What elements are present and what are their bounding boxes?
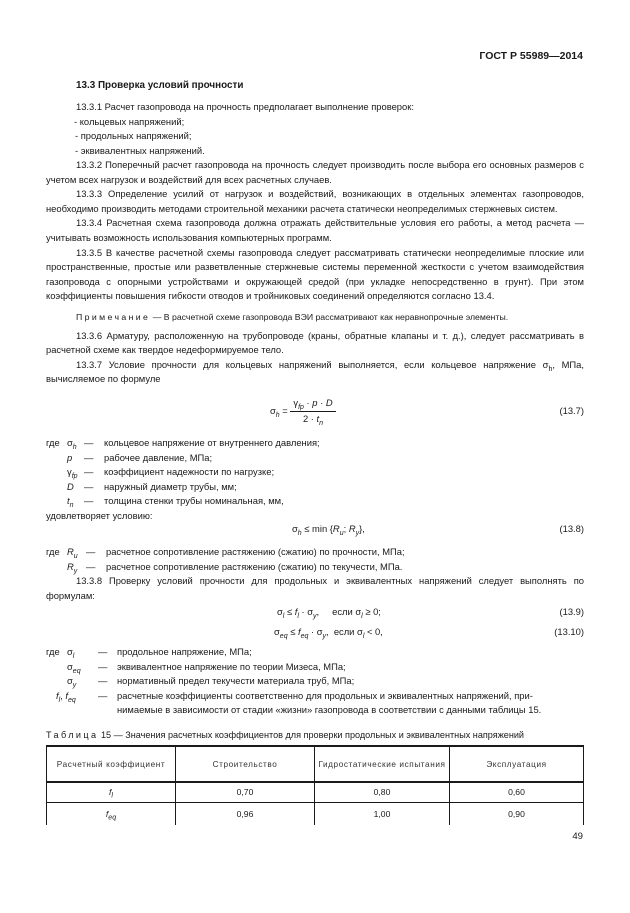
definitions-list: где $\sigma_h$ — кольцевое напряжение от внутреннего давления; p — рабочее давление, МПа; $\gamma_{fp}$ — коэффициент надежности по нагрузке; D — наружный диаметр трубы, мм; $t_n$ — толщина стенки трубы номинальная, мм, удовлетворяет условию: xyxy=(46,436,586,524)
formula-13-8: $\sigma_h \le \min \{R_u$; $R_y$}, (13.8) xyxy=(292,523,584,537)
list-item: - кольцевых напряжений; xyxy=(74,115,185,127)
table-header: Строительство xyxy=(176,746,315,782)
condition-label: удовлетворяет условию: xyxy=(46,509,153,521)
paragraph: 13.3.8 Проверку условий прочности для продольных и эквивалентных напряжений следует выполнять по формулам: xyxy=(46,575,584,601)
definition: коэффициент надежности по нагрузке; xyxy=(104,466,275,478)
note-label: Примечание xyxy=(76,311,151,322)
formula-number: (13.10) xyxy=(554,626,584,637)
table-cell: 0,60 xyxy=(450,782,584,803)
list-item: - продольных напряжений; xyxy=(75,130,192,142)
table-cell: 0,90 xyxy=(450,803,584,826)
definition: продольное напряжение, МПа; xyxy=(117,646,252,657)
table-caption-label: Таблица xyxy=(46,730,99,740)
note-text: — В расчетной схеме газопровода ВЭИ рассматривают как неравнопрочные элементы. xyxy=(150,311,509,322)
paragraph: 13.3.2 Поперечный расчет газопровода на прочность следует производить после выбора его основных размеров с учетом всех нагрузок и воздействий для всех расчетных случаев. xyxy=(46,159,584,185)
standard-header: ГОСТ Р 55989—2014 xyxy=(479,50,583,62)
paragraph: 13.3.5 В качестве расчетной схемы газопровода следует рассматривать статически неопределимые плоские или пространственные, простые или разветвленные стержневые системы переменной жесткости с учетом взаимодействия газопровода с опорными устройствами и окружающей средой (при укладке непосредственно в грунт). При этом коэффициенты повышения гибкости отводов и тройниковых соединений определяются согласно 13.4. xyxy=(46,246,584,302)
table-cell: 1,00 xyxy=(315,803,450,826)
formula-13-7: $\sigma_h$ = $\frac{\gamma_{fp} \cdot p \cdot D}{2 \cdot t_n}$ (13.7) xyxy=(270,397,584,427)
table-cell: 0,96 xyxy=(176,803,315,826)
section-title: 13.3 Проверка условий прочности xyxy=(76,80,244,91)
formula-13-10: $\sigma_{eq} \le f_{eq} \cdot \sigma_y$, если $\sigma_l < 0$, (13.10) xyxy=(274,626,584,640)
table-cell: 0,80 xyxy=(315,782,450,803)
definition: расчетное сопротивление растяжению (сжатию) по прочности, МПа; xyxy=(106,546,405,557)
formula-number: (13.7) xyxy=(559,405,584,416)
definition: нормативный предел текучести материала труб, МПа; xyxy=(117,675,355,687)
definition: нимаемые в зависимости от стадии «жизни» газопровода в соответствии с данными таблицы 15. xyxy=(117,704,542,716)
paragraph: 13.3.7 Условие прочности для кольцевых напряжений выполняется, если кольцевое напряжение $\sigma_h$, МПа, вычисляемое по формуле xyxy=(46,358,584,385)
where-label: где xyxy=(46,546,60,557)
body-text-block xyxy=(46,158,584,387)
definition: расчетное сопротивление растяжению (сжатию) по текучести, МПа. xyxy=(106,560,403,572)
table-cell: $f_l$ xyxy=(47,782,176,803)
where-label: где xyxy=(46,437,60,448)
note xyxy=(46,310,584,325)
coefficients-table xyxy=(46,745,584,825)
page-number: 49 xyxy=(572,831,583,842)
body-text xyxy=(76,100,584,158)
formula-13-9: $\sigma_l \le f_l \cdot \sigma_y$, если $\sigma_l \ge 0$; (13.9) xyxy=(277,606,584,620)
paragraph: 13.3.6 Арматуру, расположенную на трубопроводе (краны, обратные клапаны и т. д.), следует рассматривать в расчетной схеме как твердое недеформируемое тело. xyxy=(46,329,584,356)
table-cell: 0,70 xyxy=(176,782,315,803)
definition: эквивалентное напряжение по теории Мизеса, МПа; xyxy=(117,660,346,672)
table-row xyxy=(47,803,584,826)
table-header: Расчетный коэффициент xyxy=(47,746,176,782)
definition: рабочее давление, МПа; xyxy=(104,451,213,463)
definition: наружный диаметр трубы, мм; xyxy=(104,480,237,492)
table-caption-text: 15 — Значения расчетных коэффициентов для проверки продольных и эквивалентных напряжений xyxy=(98,730,525,740)
paragraph: 13.3.4 Расчетная схема газопровода должна отражать действительные условия его работы, а метод расчета — учитывать возможность использования компьютерных программ. xyxy=(46,217,584,243)
paragraph: 13.3.3 Определение усилий от нагрузок и воздействий, возникающих в отдельных элементах газопроводов, необходимо производить методами строительной механики расчета статически неопределимых стержневых систем. xyxy=(46,188,584,214)
table-header: Эксплуатация xyxy=(450,746,584,782)
paragraph: 13.3.1 Расчет газопровода на прочность предполагает выполнение проверок: xyxy=(76,101,414,112)
definitions-list: где $\sigma_l$ — продольное напряжение, МПа; $\sigma_{eq}$ — эквивалентное напряжение по теории Мизеса, МПа; $\sigma_y$ — нормативный предел текучести материала труб, МПа; $f_l$, $f_{eq}$ — расчетные коэффициенты соответственно для продольных и эквивалентных напряжений, при- нимаемые в зависимости от стадии «жизни» газопровода в соответствии с данными таблицы 15. xyxy=(46,645,586,718)
definition: кольцевое напряжение от внутреннего давления; xyxy=(104,437,320,448)
where-label: где xyxy=(46,646,60,657)
list-item: - эквивалентных напряжений. xyxy=(75,144,205,156)
definitions-list: где $R_u$ — расчетное сопротивление растяжению (сжатию) по прочности, МПа; $R_y$ — расчетное сопротивление растяжению (сжатию) по текучести, МПа. xyxy=(46,546,405,575)
table-cell: $f_{eq}$ xyxy=(47,803,176,826)
definition: толщина стенки трубы номинальная, мм, xyxy=(104,495,284,507)
definition: расчетные коэффициенты соответственно для продольных и эквивалентных напряжений, при- xyxy=(117,689,533,701)
formula-number: (13.8) xyxy=(559,523,584,534)
table-caption xyxy=(46,728,586,743)
formula-number: (13.9) xyxy=(559,606,584,617)
table-row xyxy=(47,782,584,803)
table-header: Гидростатические испытания xyxy=(315,746,450,782)
